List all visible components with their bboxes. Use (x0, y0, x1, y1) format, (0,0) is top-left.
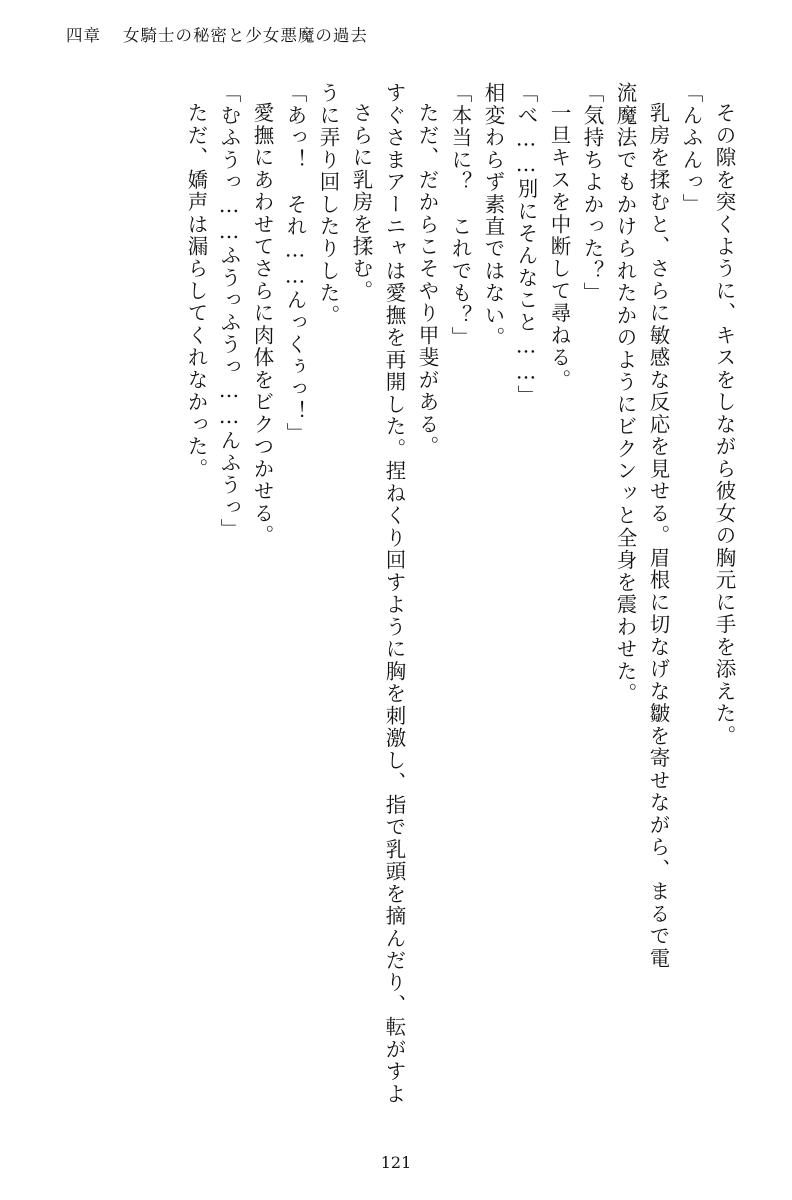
body-text-block (62, 82, 734, 1124)
text-line: 「あっ！ それ……んっくぅっ！」 (283, 82, 307, 445)
text-line: さらに乳房を揉む。 (349, 102, 373, 303)
text-line: 流魔法でもかけられたかのようにビクンッと全身を震わせた。 (613, 82, 637, 705)
text-line: ただ、嬌声は漏らしてくれなかった。 (184, 102, 208, 481)
text-line: 「べ……別にそんなこと……」 (514, 82, 538, 408)
text-line: 「んふんっ」 (679, 82, 703, 216)
chapter-number: 四章 (66, 26, 101, 45)
text-line: すぐさまアーニャは愛撫を再開した。捏ねくり回すように胸を刺激し、指で乳頭を摘んだり、転がすよ (382, 82, 406, 1106)
text-line: 「気持ちよかった？」 (580, 82, 604, 305)
chapter-title: 女騎士の秘密と少女悪魔の過去 (122, 26, 368, 45)
text-line: その隙を突くように、キスをしながら彼女の胸元に手を添えた。 (712, 102, 736, 748)
page-number: 121 (380, 1153, 412, 1172)
text-line: 一旦キスを中断して尋ねる。 (547, 102, 571, 392)
text-line: 乳房を揉むと、さらに敏感な反応を見せる。眉根に切なげな皺を寄せながら、まるで電 (646, 102, 670, 970)
text-line: 「むふうっ……ふうっふうっ……んふうっ」 (217, 82, 241, 541)
text-line: うに弄り回したりした。 (316, 82, 340, 327)
text-line: 「本当に？ これでも？」 (448, 82, 472, 349)
text-line: 愛撫にあわせてさらに肉体をビクつかせる。 (250, 102, 274, 547)
running-head (66, 22, 726, 46)
text-line: 相変わらず素直ではない。 (481, 82, 505, 349)
text-line: ただ、だからこそやり甲斐がある。 (415, 102, 439, 458)
